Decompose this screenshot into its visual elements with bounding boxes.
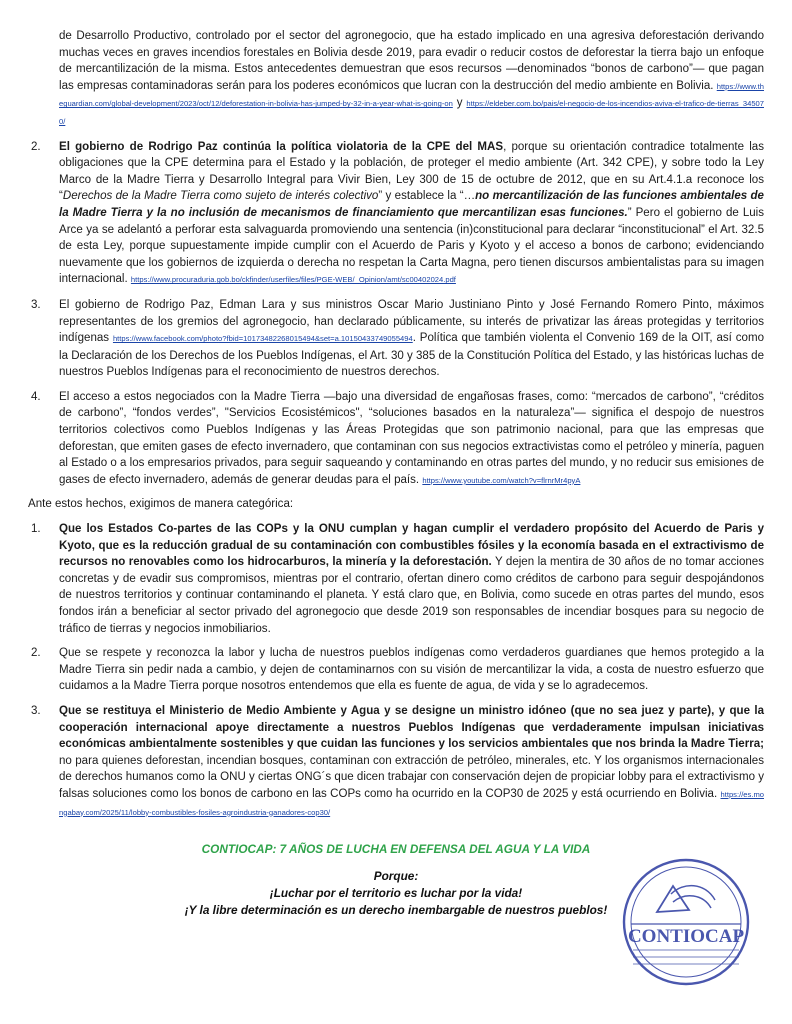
point-2-text-3: ” Pero el gobierno de Luis Arce ya se adelantó a perforar esta salvaguarda promoviendo una sentencia (in)constitucional para declarar “inconstitucional” el Art. 32.5 de esta Ley, porque supuestamente impide cumplir con el Acuerdo de Paris y Kyoto y el acceso a bonos de carbono; evidenciando nuevamente que los gobiernos de izquierda o derecha no respetan la Carta Magna, pero tienen discursos ambientalistas para su imagen internacional. xyxy=(59,206,765,286)
stamp-subtitle-lines xyxy=(633,950,739,964)
point-number: 3. xyxy=(31,298,41,311)
demand-number: 1. xyxy=(31,523,41,536)
closing-line-2: ¡Y la libre determinación es un derecho inembargable de nuestros pueblos! xyxy=(184,903,608,917)
point-2-bold: El gobierno de Rodrigo Paz continúa la política violatoria de la CPE del MAS xyxy=(59,140,504,153)
point-2-text-1: , porque su orientación contradice totalmente las obligaciones que la CPE determina para el Estado y la población, de proteger el medio ambiente (Art. 342 CPE), y sobre todo la Ley Marco de la Madre Tierra y Desarrollo Integral para Vivir Bien, Ley 300 de 15 de octubre de 2012, que en su Art.4.1.a reconoce los “ xyxy=(59,140,764,203)
demand-1 xyxy=(28,521,764,637)
intro-conjunction: y xyxy=(456,97,463,110)
stamp-outer-ring xyxy=(624,860,748,984)
demand-number: 2. xyxy=(31,647,41,660)
demand-3 xyxy=(28,703,764,821)
demand-2 xyxy=(28,645,764,695)
document-page xyxy=(28,28,765,947)
point-number: 4. xyxy=(31,390,41,403)
point-2-italic: Derechos de la Madre Tierra como sujeto de interés colectivo xyxy=(62,190,379,203)
stamp-bird-icon xyxy=(671,886,715,908)
intro-text: de Desarrollo Productivo, controlado por el sector del agronegocio, que ha estado implicado en una agresiva deforestación derivando muchas veces en graves incendios forestales en Bolivia desde 2019, para evadir o reducir costos de deforestar la tierra bajo un enfoque de mercantilización de la misma. Estos antecedentes demuestran que esos recursos —denominados “bonos de carbono”— que pagan las empresas contaminadoras serán para los poderes económicos que lucran con la destrucción del medio ambiente en Bolivia. xyxy=(59,30,764,92)
demand-1-bold: Que los Estados Co-partes de las COPs y la ONU cumplan y hagan cumplir el verdadero propósito del Acuerdo de Paris y Kyoto, que es la reducción gradual de su contaminación con combustibles fósiles y la economía basada en el extractivismo de recursos no renovables como los hidrocarburos, la minería y la deforestación. xyxy=(59,523,764,569)
point-number: 2. xyxy=(31,140,41,153)
point-3 xyxy=(28,297,764,381)
facebook-link[interactable]: https://www.facebook.com/photo?fbid=10173482268015494&set=a.10150433749055494 xyxy=(112,334,413,344)
mongabay-link[interactable]: https://es.mongabay.com/2025/11/lobby-combustibles-fosiles-agroindustria-ganadores-cop30/ xyxy=(59,789,764,817)
contiocap-stamp xyxy=(611,854,761,990)
point-4-text: El acceso a estos negociados con la Madre Tierra —bajo una diversidad de engañosas frases, como: “mercados de carbono”, “créditos de carbono”, “fondos verdes”, "Servicios Ecosistémicos", “soluciones basados en la naturaleza”— significa el despojo de nuestros territorios colectivos como Pueblos Indígenas y las Áreas Protegidas que son patrimonio nacional, para que las empresas que deforestan, que emiten gases de efecto invernadero, que contaminan con sus negocios extractivistas como el petróleo y minería, paguen al Estado o a los empresarios privados, para seguir saqueando y contaminando en otras partes del mundo, y no reducir sus emisiones de gases de efecto invernadero, además de generar deudas para el país. xyxy=(59,390,764,486)
intro-paragraph xyxy=(28,28,764,131)
guardian-link[interactable]: https://www.theguardian.com/global-development/2023/oct/12/deforestation-in-bolivia-has-jumped-by-32-in-a-year-what-is-going-on xyxy=(59,81,764,109)
demand-3-text: no para quienes deforestan, incendian bosques, contaminan con extracción de petróleo, minerales, etc. Y los organismos internacionales de derechos humanos como la ONU y ciertas ONG´s que dicen trabajar con conservación dejen de propiciar lobby para el extractivismo y falsas soluciones como los bonos de carbono en las COPs como ha ocurrido en la COP30 de 2025 y está ocurriendo en Bolivia. xyxy=(59,754,764,800)
closing-line-1: ¡Luchar por el territorio es luchar por la vida! xyxy=(269,886,523,900)
stamp-name: CONTIOCAP xyxy=(627,926,745,947)
point-4 xyxy=(28,389,764,490)
point-3-text-1: El gobierno de Rodrigo Paz, Edman Lara y sus ministros Oscar Mario Justiniano Pinto y José Fernando Romero Pinto, máximos representantes de los gremios del agronegocio, han declarado públicamente, su interés de privatizar las áreas protegidas y territorios indígenas xyxy=(59,298,764,345)
stamp-inner-ring xyxy=(631,867,741,977)
closing-headline: CONTIOCAP: 7 AÑOS DE LUCHA EN DEFENSA DEL AGUA Y LA VIDA xyxy=(201,842,591,856)
demand-number: 3. xyxy=(31,704,41,717)
point-2-text-2: ” y establece la “… xyxy=(378,190,476,203)
point-3-text-2: . Política que también violenta el Convenio 169 de la OIT, así como la Declaración de los Derechos de los Pueblos Indígenas, el Art. 30 y 385 de la Constitución Política del Estado, y las históricas luchas de nuestros Pueblos Indígenas para el reconocimiento de nuestros derechos. xyxy=(59,332,764,379)
procuraduria-link[interactable]: https://www.procuraduria.gob.bo/ckfinder/userfiles/files/PGE-WEB/_Opinion/amt/sc00402024.pdf xyxy=(130,275,456,285)
stamp-tent-icon xyxy=(657,886,689,912)
point-2 xyxy=(28,139,764,289)
demand-1-text: Y dejen la mentira de 30 años de no tomar acciones concretas y de evadir sus compromisos, mientras por el contrario, ofertan dinero como créditos de carbono para seguir despojándonos de nuestros territorios y continuar contaminando el planeta. Y está claro que, en Bolivia, como sucede en otras partes del mundo, esos fondos irán a beneficiar al sector privado del agronegocio que desde 2019 son responsables de incendiar bosques para su negocio de tráfico de tierras y negocios inmobiliarios. xyxy=(59,556,764,635)
point-2-bold-italic: no mercantilización de las funciones ambientales de la Madre Tierra y la no inclusión de mecanismos de financiamiento que mercantilizan esas funciones. xyxy=(59,190,764,219)
closing-porque: Porque: xyxy=(373,869,419,883)
eldeber-link[interactable]: https://eldeber.com.bo/pais/el-negocio-de-los-incendios-aviva-el-trafico-de-tierras_345070/ xyxy=(59,99,764,126)
youtube-link[interactable]: https://www.youtube.com/watch?v=flrnrMr4pyA xyxy=(422,475,581,485)
demand-2-text: Que se respete y reconozca la labor y lucha de nuestros pueblos indígenas como verdaderos guardianes que hemos protegido a la Madre Tierra sin pedir nada a cambio, y dejen de contaminarnos con su visión de mercantilizar la vida, a costa de nuestro esfuerzo que cuidamos a la Madre Tierra porque nosotros entendemos que ella es fuente de agua, de vida y se lo agradecemos. xyxy=(59,647,764,693)
demands-lead: Ante estos hechos, exigimos de manera categórica: xyxy=(28,498,294,511)
demand-3-bold: Que se restituya el Ministerio de Medio Ambiente y Agua y se designe un ministro idóneo (que no sea juez y parte), y que la cooperación internacional apoye directamente a nuestros Pueblos Indígenas que verdaderamente impulsan iniciativas económicas ambientalmente sostenibles y que cuidan las funciones y los servicios ambientales que nos brinda la Madre Tierra; xyxy=(59,704,764,751)
